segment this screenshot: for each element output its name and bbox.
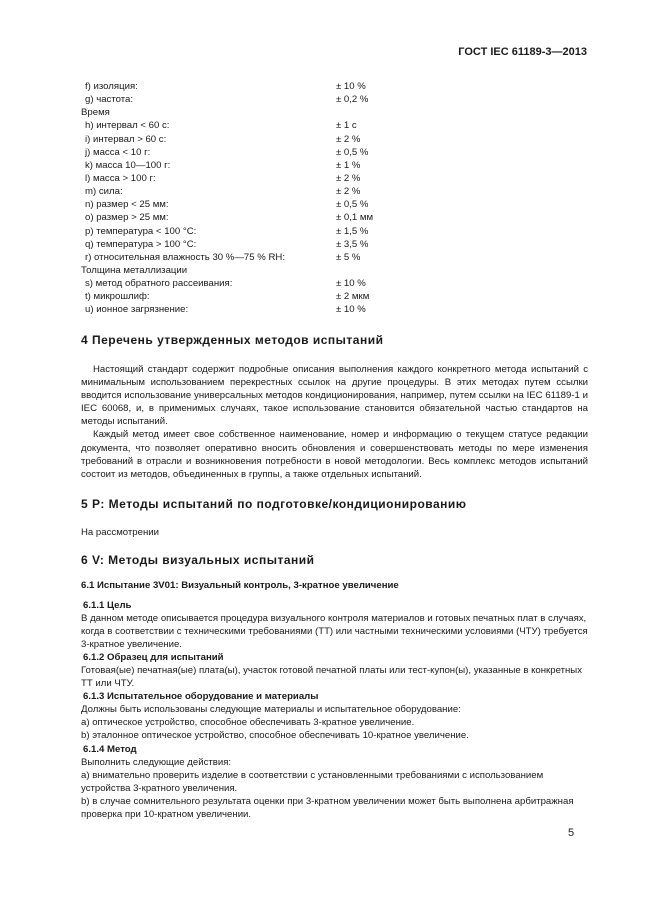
sample-heading: 6.1.2 Образец для испытаний	[83, 652, 224, 664]
tolerance-label: l) масса > 100 г:	[85, 172, 156, 184]
tolerance-value: ± 0,5 %	[336, 199, 369, 211]
tolerance-value: ± 2 %	[336, 186, 361, 198]
method-item-a: a) внимательно проверить изделие в соответствии с установленными требованиями с использованием устройства 3-кратного увеличения.	[81, 769, 544, 794]
tolerance-value: ± 1 с	[336, 120, 357, 132]
tolerance-label: j) масса < 10 г:	[85, 146, 151, 158]
tolerance-row	[81, 185, 421, 198]
tolerance-value: ± 10 %	[336, 304, 366, 316]
tolerance-row	[81, 225, 421, 238]
tolerance-value: ± 0,5 %	[336, 146, 369, 158]
tolerance-row	[81, 238, 421, 251]
subsection-6-1-body	[81, 599, 588, 821]
goal-heading: 6.1.1 Цель	[83, 600, 132, 611]
sample-text: Готовая(ые) печатная(ые) плата(ы), участок готовой печатной платы или тест-купон(ы), указанные в конкретных ТТ или ЧТУ.	[81, 665, 582, 690]
tolerance-list	[81, 80, 421, 317]
tolerance-row	[81, 146, 421, 159]
tolerance-label: p) температура < 100 °С:	[85, 225, 197, 237]
equipment-item-b: b) эталонное оптическое устройство, способное обеспечивать 10-кратное увеличение.	[81, 730, 469, 742]
tolerance-label: r) относительная влажность 30 %—75 % RH:	[85, 251, 285, 263]
section-4-body	[81, 363, 588, 481]
tolerance-label: f) изоляция:	[85, 81, 138, 92]
tolerance-row	[81, 159, 421, 172]
tolerance-row	[81, 198, 421, 211]
tolerance-row	[81, 264, 421, 277]
document-id: ГОСТ IEC 61189-3—2013	[458, 46, 587, 58]
section-5-title: 5 Р: Методы испытаний по подготовке/кондиционированию	[81, 497, 467, 511]
page-number: 5	[568, 827, 575, 839]
paragraph: Настоящий стандарт содержит подробные описания выполнения каждого конкретного метода испытаний с минимальным использованием перекрестных ссылок на другие процедуры. В этих методах путем ссылки вводится использование универсальных методов кондиционирования, например, путем ссылки на IEC 61189-1 и IEC 60068, и, в применимых случаях, такое использование становится обязательной частью стандартов на методы испытаний.	[81, 364, 588, 428]
method-heading: 6.1.4 Метод	[83, 743, 137, 755]
tolerance-label: t) микрошлиф:	[85, 291, 150, 303]
tolerance-row	[81, 80, 421, 93]
tolerance-row	[81, 277, 421, 290]
tolerance-label: q) температура > 100 °С:	[85, 238, 197, 250]
paragraph: Каждый метод имеет свое собственное наименование, номер и информацию о текущем статусе редакции документа, что позволяет оперативно вносить обновления и совершенствовать методы по мере изменения требований в отрасли и возникновения потребности в новой методологии. Весь комплекс методов испытаний состоит из методов, объединенных в группы, а также отдельных испытаний.	[81, 429, 588, 480]
section-4-title: 4 Перечень утвержденных методов испытаний	[81, 333, 384, 347]
goal-text: В данном методе описывается процедура визуального контроля материалов и готовых печатных плат в случаях, когда в соответствии с техническими требованиями (ТТ) или частными техническими условиями (ЧТУ) требуется 3-кратное увеличение.	[81, 613, 588, 651]
tolerance-value: ± 10 %	[336, 278, 366, 290]
tolerance-value: ± 10 %	[336, 81, 366, 92]
tolerance-value: ± 1,5 %	[336, 225, 369, 237]
section-6-title: 6 V: Методы визуальных испытаний	[81, 553, 315, 567]
tolerance-row	[81, 133, 421, 146]
section-5-text: На рассмотрении	[81, 527, 159, 538]
tolerance-value: ± 0,1 мм	[336, 212, 374, 224]
tolerance-row	[81, 290, 421, 303]
method-item-b: b) в случае сомнительного результата оценки при 3-кратном увеличении может быть выполнена арбитражная проверка при 10-кратном увеличении.	[81, 795, 574, 820]
tolerance-value	[336, 264, 421, 277]
tolerance-value: ± 2 %	[336, 133, 361, 145]
tolerance-value: ± 2 мкм	[336, 291, 370, 303]
tolerance-label: g) частота:	[85, 94, 134, 106]
tolerance-value: ± 1 %	[336, 159, 361, 171]
tolerance-label: h) интервал < 60 с:	[85, 120, 170, 132]
tolerance-label: k) масса 10—100 г:	[85, 159, 171, 171]
equipment-intro: Должны быть использованы следующие материалы и испытательное оборудование:	[81, 704, 461, 716]
tolerance-value: ± 5 %	[336, 251, 361, 263]
tolerance-value	[336, 106, 421, 119]
equipment-heading: 6.1.3 Испытательное оборудование и материалы	[83, 691, 319, 703]
tolerance-label: u) ионное загрязнение:	[85, 304, 189, 316]
tolerance-label: i) интервал > 60 с:	[85, 133, 167, 145]
tolerance-row	[81, 211, 421, 224]
tolerance-row	[81, 106, 421, 119]
tolerance-row	[81, 93, 421, 106]
tolerance-value: ± 3,5 %	[336, 238, 369, 250]
equipment-item-a: a) оптическое устройство, способное обеспечивать 3-кратное увеличение.	[81, 717, 415, 729]
tolerance-label: m) сила:	[85, 186, 123, 198]
tolerance-group-label: Время	[81, 107, 110, 119]
tolerance-label: n) размер < 25 мм:	[85, 199, 169, 211]
tolerance-row	[81, 251, 421, 264]
tolerance-value: ± 2 %	[336, 172, 361, 184]
tolerance-row	[81, 119, 421, 132]
tolerance-row	[81, 172, 421, 185]
tolerance-label: s) метод обратного рассеивания:	[85, 278, 233, 290]
tolerance-row	[81, 303, 421, 316]
method-intro: Выполнить следующие действия:	[81, 756, 232, 768]
tolerance-label: o) размер > 25 мм:	[85, 212, 169, 224]
tolerance-value: ± 0,2 %	[336, 94, 369, 106]
subsection-6-1-title: 6.1 Испытание 3V01: Визуальный контроль, 3-кратное увеличение	[81, 580, 399, 591]
tolerance-group-label: Толщина металлизации	[81, 264, 188, 276]
